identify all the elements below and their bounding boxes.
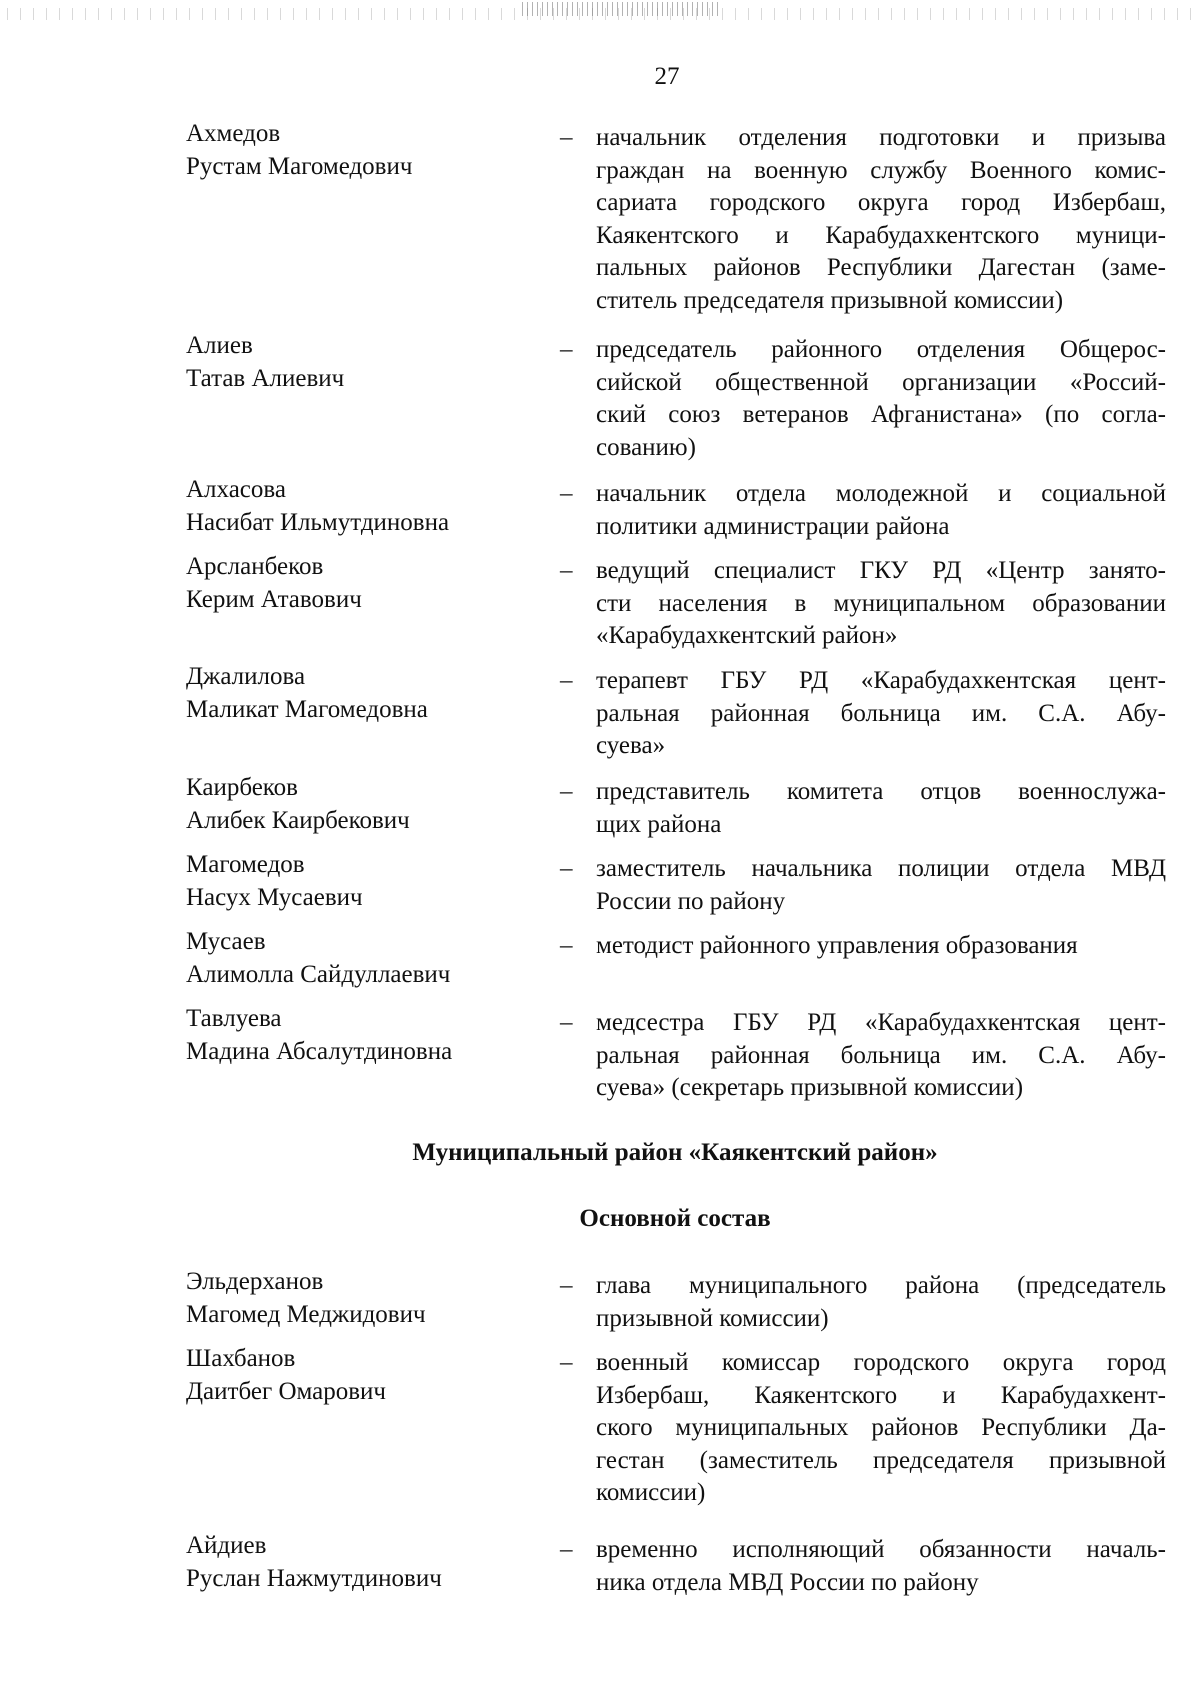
member-position	[596, 478, 1166, 543]
member-surname: Тавлуева	[186, 1005, 282, 1032]
member-position	[596, 122, 1166, 317]
position-line: представитель комитета отцов военнослужа-	[596, 778, 1166, 805]
member-name	[186, 330, 546, 395]
member-surname: Джалилова	[186, 663, 306, 690]
position-line: политики администрации района	[596, 512, 950, 540]
position-line: ститель председателя призывной комиссии)	[596, 286, 1064, 314]
position-line: терапевт ГБУ РД «Карабудахкентская цент-	[596, 667, 1166, 694]
member-position	[596, 853, 1166, 918]
member-name	[186, 1343, 546, 1408]
member-surname: Алхасова	[186, 476, 286, 503]
entry-dash: –	[560, 778, 573, 805]
position-line: сти населения в муниципальном образовании	[596, 589, 1166, 617]
position-line: ника отдела МВД России по району	[596, 1568, 979, 1596]
position-line: комиссии)	[596, 1479, 706, 1506]
position-line: России по району	[596, 887, 786, 915]
entry-dash: –	[560, 1536, 573, 1563]
position-line: сийской общественной организации «Россий-	[596, 368, 1166, 396]
position-line: ральная районная больница им. С.А. Абу-	[596, 1041, 1166, 1069]
position-line: суева»	[596, 732, 666, 759]
member-surname: Шахбанов	[186, 1345, 296, 1372]
position-line: щих района	[596, 810, 722, 838]
member-given-names: Татав Алиевич	[186, 364, 345, 392]
position-line: военный комиссар городского округа город	[596, 1349, 1166, 1376]
member-name	[186, 1266, 546, 1331]
entry-dash: –	[560, 124, 573, 151]
member-name	[186, 474, 546, 539]
member-given-names: Насух Мусаевич	[186, 883, 363, 911]
position-line: методист районного управления образования	[596, 932, 1078, 959]
member-surname: Арсланбеков	[186, 553, 324, 580]
subsection-title: Основной состав	[579, 1205, 771, 1232]
position-line: призывной комиссии)	[596, 1304, 829, 1332]
member-surname: Каирбеков	[186, 774, 298, 801]
section-title: Муниципальный район «Каякентский район»	[412, 1139, 938, 1166]
member-name	[186, 1530, 546, 1595]
position-line: гестан (заместитель председателя призывной	[596, 1446, 1166, 1474]
entry-dash: –	[560, 557, 573, 584]
entry-dash: –	[560, 336, 573, 363]
position-line: медсестра ГБУ РД «Карабудахкентская цент-	[596, 1009, 1166, 1036]
member-name	[186, 849, 546, 914]
member-position	[596, 1534, 1166, 1599]
member-name	[186, 772, 546, 837]
member-surname: Мусаев	[186, 928, 266, 955]
member-given-names: Рустам Магомедович	[186, 152, 413, 180]
member-given-names: Насибат Ильмутдиновна	[186, 508, 450, 536]
position-line: пальных районов Республики Дагестан (заме-	[596, 254, 1166, 281]
position-line: Каякентского и Карабудахкентского муници-	[596, 221, 1166, 249]
member-surname: Ахмедов	[186, 120, 281, 147]
position-line: сованию)	[596, 433, 696, 461]
member-position	[596, 930, 1166, 963]
position-line: «Карабудахкентский район»	[596, 622, 898, 649]
member-name	[186, 118, 546, 183]
member-surname: Айдиев	[186, 1532, 267, 1559]
position-line: сариата городского округа город Избербаш,	[596, 189, 1166, 216]
member-name	[186, 1003, 546, 1068]
member-position	[596, 1007, 1166, 1105]
position-line: ский союз ветеранов Афганистана» (по согла-	[596, 401, 1166, 428]
entry-dash: –	[560, 1349, 573, 1376]
position-line: начальник отделения подготовки и призыва	[596, 124, 1166, 151]
member-given-names: Маликат Магомедовна	[186, 695, 428, 723]
entry-dash: –	[560, 667, 573, 694]
member-surname: Магомедов	[186, 851, 305, 878]
member-surname: Алиев	[186, 332, 253, 359]
member-given-names: Алимолла Сайдуллаевич	[186, 960, 451, 988]
member-given-names: Руслан Нажмутдинович	[186, 1564, 442, 1592]
member-given-names: Керим Атавович	[186, 585, 362, 613]
position-line: глава муниципального района (председатель	[596, 1272, 1166, 1299]
member-position	[596, 1347, 1166, 1510]
position-line: начальник отдела молодежной и социальной	[596, 480, 1166, 507]
position-line: временно исполняющий обязанности началь-	[596, 1536, 1166, 1563]
entry-dash: –	[560, 1009, 573, 1036]
position-line: ральная районная больница им. С.А. Абу-	[596, 699, 1166, 727]
position-line: ведущий специалист ГКУ РД «Центр занято-	[596, 557, 1166, 584]
member-given-names: Алибек Каирбекович	[186, 806, 410, 834]
member-given-names: Магомед Меджидович	[186, 1300, 426, 1328]
member-position	[596, 555, 1166, 653]
member-given-names: Даитбег Омарович	[186, 1377, 386, 1405]
entry-dash: –	[560, 1272, 573, 1299]
position-line: ского муниципальных районов Республики Да-	[596, 1414, 1166, 1441]
member-position	[596, 1270, 1166, 1335]
position-line: суева» (секретарь призывной комиссии)	[596, 1074, 1024, 1101]
entry-dash: –	[560, 932, 573, 959]
position-line: заместитель начальника полиции отдела МВД	[596, 855, 1166, 882]
position-line: граждан на военную службу Военного комис-	[596, 156, 1166, 184]
position-line: Избербаш, Каякентского и Карабудахкент-	[596, 1381, 1166, 1409]
member-name	[186, 551, 546, 616]
member-position	[596, 776, 1166, 841]
entry-dash: –	[560, 480, 573, 507]
member-position	[596, 334, 1166, 464]
member-surname: Эльдерханов	[186, 1268, 324, 1295]
member-given-names: Мадина Абсалутдиновна	[186, 1037, 453, 1065]
scan-artifact	[520, 2, 720, 16]
entry-dash: –	[560, 855, 573, 882]
page-number: 27	[654, 63, 680, 90]
member-name	[186, 926, 546, 991]
member-position	[596, 665, 1166, 763]
position-line: председатель районного отделения Общерос-	[596, 336, 1166, 363]
member-name	[186, 661, 546, 726]
